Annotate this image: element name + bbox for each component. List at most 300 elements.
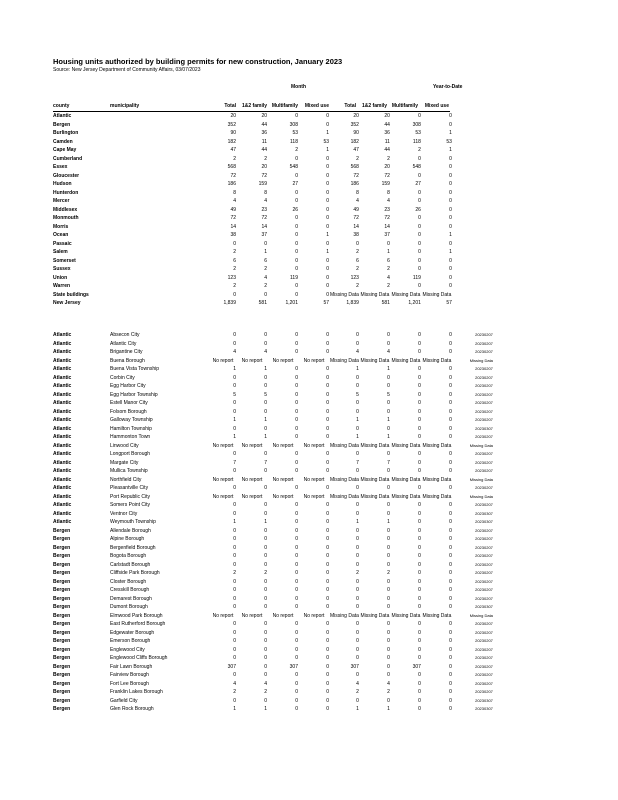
value-cell: Missing Data (422, 493, 452, 500)
value-cell: 0 (326, 283, 329, 289)
value-cell: 0 (326, 561, 329, 568)
value-cell: 0 (233, 587, 236, 593)
value-cell: 0 (418, 570, 421, 576)
col-header-month-multifamily: Multifamily (268, 102, 299, 111)
value-cell: 0 (356, 408, 359, 415)
value-cell: 72 (261, 215, 267, 221)
county-summary-row (53, 138, 493, 147)
municipality-cell: Pleasantville City (110, 485, 149, 491)
value-cell: 0 (449, 604, 452, 610)
empty-cell (453, 282, 493, 291)
municipality-row (53, 629, 493, 638)
municipality-cell: Hammonton Town (110, 434, 151, 440)
county-cell: Bergen (53, 621, 71, 627)
empty-cell (453, 231, 493, 240)
municipality-cell: Fair Lawn Borough (110, 663, 153, 670)
county-cell: Hunterdon (53, 189, 79, 196)
county-summary-row (53, 189, 493, 198)
value-cell: Missing Data (360, 476, 390, 483)
value-cell: Missing Data (360, 493, 390, 500)
municipality-row (53, 569, 493, 578)
county-summary-row (53, 282, 493, 291)
value-cell: 0 (449, 257, 452, 264)
value-cell: 2 (264, 570, 267, 576)
value-cell: 0 (449, 223, 452, 230)
report-date-cell: 20230207 (475, 485, 493, 490)
value-cell: 0 (449, 519, 452, 525)
value-cell: 0 (264, 578, 267, 585)
county-cell: Bergen (53, 595, 71, 602)
municipality-row (53, 705, 493, 714)
value-cell: 5 (387, 391, 390, 398)
value-cell: Missing Data (422, 357, 452, 364)
municipality-row (53, 493, 493, 502)
value-cell: 0 (326, 689, 329, 695)
value-cell: 0 (387, 468, 390, 474)
county-cell: Morris (53, 223, 69, 230)
value-cell: 0 (387, 629, 390, 636)
value-cell: 0 (233, 536, 236, 542)
empty-cell (453, 112, 493, 121)
value-cell: Missing Data (422, 291, 452, 298)
value-cell: 0 (356, 578, 359, 585)
value-cell: 0 (387, 536, 390, 542)
value-cell: 6 (233, 257, 236, 264)
value-cell: 20 (353, 113, 359, 119)
value-cell: 1 (264, 519, 267, 525)
value-cell: 0 (418, 553, 421, 559)
value-cell: 307 (350, 663, 359, 670)
report-date-cell: 20230207 (475, 340, 493, 346)
value-cell: 0 (295, 587, 298, 593)
value-cell: 2 (233, 155, 236, 162)
value-cell: 0 (418, 240, 421, 247)
value-cell: 0 (326, 198, 329, 204)
value-cell: 0 (233, 291, 236, 298)
value-cell: 0 (233, 502, 236, 508)
value-cell: 72 (353, 215, 359, 221)
value-cell: 0 (449, 434, 452, 440)
value-cell: 0 (418, 519, 421, 525)
value-cell: 0 (295, 697, 298, 704)
value-cell: 0 (233, 595, 236, 602)
value-cell: 159 (381, 181, 390, 187)
value-cell: 7 (387, 459, 390, 466)
county-cell: Bergen (53, 587, 71, 593)
value-cell: 0 (387, 408, 390, 415)
value-cell: 0 (418, 417, 421, 423)
value-cell: 0 (418, 408, 421, 415)
value-cell: 0 (326, 164, 329, 170)
empty-cell (453, 299, 493, 308)
value-cell: 0 (326, 172, 329, 179)
municipality-cell: Egg Harbor Township (110, 391, 158, 398)
col-header-month-total: Total (210, 102, 237, 111)
value-cell: 0 (295, 680, 298, 687)
municipality-cell: Demarest Borough (110, 595, 152, 602)
value-cell: 0 (387, 595, 390, 602)
municipality-cell: Corbin City (110, 374, 135, 381)
value-cell: 0 (449, 391, 452, 398)
county-cell: Bergen (53, 663, 71, 670)
county-cell: Atlantic (53, 468, 72, 474)
value-cell: 0 (449, 459, 452, 466)
value-cell: 0 (233, 553, 236, 559)
report-date-cell: 20230207 (475, 391, 493, 397)
value-cell: 0 (295, 502, 298, 508)
value-cell: 0 (418, 400, 421, 406)
value-cell: 1,839 (223, 300, 236, 306)
county-summary-row (53, 274, 493, 283)
value-cell: 4 (264, 274, 267, 281)
county-cell: Ocean (53, 232, 69, 238)
municipality-cell: Linwood City (110, 442, 139, 449)
value-cell: Missing Data (391, 493, 421, 500)
empty-cell (453, 189, 493, 198)
value-cell: 0 (418, 587, 421, 593)
value-cell: 0 (264, 510, 267, 517)
value-cell: 0 (326, 621, 329, 627)
value-cell: 0 (295, 391, 298, 398)
value-cell: 0 (326, 434, 329, 440)
county-cell: Passaic (53, 240, 72, 247)
county-cell: Atlantic (53, 349, 72, 355)
municipality-cell (110, 282, 210, 291)
municipality-row (53, 646, 493, 655)
report-date-cell: 20230307 (475, 425, 493, 431)
value-cell: 0 (356, 374, 359, 381)
empty-cell (453, 248, 493, 257)
report-date-cell: 20230207 (475, 553, 493, 558)
value-cell: 0 (295, 638, 298, 644)
value-cell: 4 (233, 349, 236, 355)
value-cell: 2 (418, 147, 421, 153)
value-cell: 0 (418, 283, 421, 289)
municipality-table (53, 331, 493, 714)
value-cell: 0 (326, 536, 329, 542)
value-cell: 0 (295, 672, 298, 678)
col-header-spacer (450, 102, 490, 111)
value-cell: 0 (326, 502, 329, 508)
municipality-cell: Hamilton Township (110, 425, 152, 432)
county-summary-row (53, 231, 493, 240)
value-cell: 581 (381, 300, 390, 306)
value-cell: Missing Data (330, 357, 359, 364)
value-cell: 1 (326, 147, 329, 153)
value-cell: 0 (449, 646, 452, 653)
value-cell: 0 (295, 578, 298, 585)
value-cell: 4 (387, 274, 390, 281)
value-cell: 0 (326, 257, 329, 264)
value-cell: 0 (418, 502, 421, 508)
value-cell: 0 (418, 689, 421, 695)
value-cell: 0 (264, 672, 267, 678)
value-cell: 5 (233, 391, 236, 398)
value-cell: 0 (295, 519, 298, 525)
value-cell: 0 (449, 383, 452, 389)
county-cell: Somerset (53, 257, 76, 264)
county-cell: Atlantic (53, 417, 72, 423)
value-cell: 1 (356, 519, 359, 525)
value-cell: 49 (230, 206, 236, 213)
report-date-cell: 20230307 (475, 604, 493, 609)
municipality-cell: Carlstadt Borough (110, 561, 151, 568)
value-cell: 0 (418, 189, 421, 196)
value-cell: 0 (387, 672, 390, 678)
value-cell: 38 (353, 232, 359, 238)
value-cell: 0 (264, 240, 267, 247)
report-date-cell: 20230207 (475, 366, 493, 371)
value-cell: 0 (387, 332, 390, 338)
municipality-cell (110, 163, 210, 172)
value-cell: 0 (449, 408, 452, 415)
value-cell: 0 (418, 578, 421, 585)
value-cell: 0 (418, 340, 421, 347)
value-cell: 0 (326, 527, 329, 534)
value-cell: 0 (418, 621, 421, 627)
report-date-cell: 20230207 (475, 578, 493, 584)
value-cell: 37 (384, 232, 390, 238)
value-cell: 44 (384, 147, 390, 153)
value-cell: 0 (326, 155, 329, 162)
municipality-row (53, 348, 493, 357)
municipality-row (53, 586, 493, 595)
column-header-table (53, 102, 490, 112)
value-cell: 1 (233, 434, 236, 440)
municipality-row (53, 501, 493, 510)
col-header-county: county (53, 102, 110, 111)
empty-cell (453, 257, 493, 266)
value-cell: 0 (264, 697, 267, 704)
value-cell: 0 (356, 638, 359, 644)
value-cell: 0 (233, 383, 236, 389)
col-header-municipality: municipality (110, 102, 210, 111)
value-cell: 568 (227, 164, 236, 170)
empty-cell (453, 180, 493, 189)
municipality-cell (110, 112, 210, 121)
value-cell: 1 (387, 417, 390, 423)
municipality-cell (110, 206, 210, 215)
value-cell: 0 (264, 527, 267, 534)
municipality-row (53, 603, 493, 612)
county-summary-row (53, 206, 493, 215)
value-cell: 44 (261, 147, 267, 153)
county-cell: Atlantic (53, 425, 72, 432)
municipality-cell: Egg Harbor City (110, 383, 146, 389)
value-cell: 0 (418, 536, 421, 542)
municipality-row (53, 535, 493, 544)
value-cell: 5 (264, 391, 267, 398)
value-cell: 20 (384, 164, 390, 170)
value-cell: Missing Data (391, 612, 421, 619)
county-summary-row (53, 240, 493, 249)
value-cell: 0 (418, 223, 421, 230)
value-cell: 14 (230, 223, 236, 230)
empty-cell (453, 155, 493, 164)
value-cell: 0 (449, 621, 452, 627)
report-date-cell: 20230207 (475, 655, 493, 660)
value-cell: 118 (290, 138, 298, 145)
value-cell: 0 (449, 400, 452, 406)
value-cell: 1 (233, 706, 236, 712)
value-cell: 0 (326, 468, 329, 474)
county-cell: Atlantic (53, 400, 72, 406)
value-cell: 0 (326, 570, 329, 576)
report-date-cell: 20230207 (475, 638, 493, 643)
value-cell: 2 (387, 155, 390, 162)
empty-cell (453, 121, 493, 130)
municipality-cell: Ventnor City (110, 510, 138, 517)
value-cell: 1 (449, 147, 452, 153)
value-cell: 0 (449, 283, 452, 289)
value-cell: 0 (233, 510, 236, 517)
value-cell: 0 (449, 206, 452, 213)
value-cell: 0 (233, 451, 236, 457)
value-cell: 0 (418, 459, 421, 466)
municipality-cell: Brigantine City (110, 349, 143, 355)
value-cell: 0 (326, 121, 329, 128)
report-date-cell: 20230207 (475, 680, 493, 686)
value-cell: 2 (264, 266, 267, 272)
municipality-cell (110, 155, 210, 164)
value-cell: 2 (233, 570, 236, 576)
value-cell: 0 (295, 366, 298, 372)
value-cell: 0 (295, 485, 298, 491)
value-cell: 0 (449, 215, 452, 221)
report-date-cell: 20230207 (475, 570, 493, 575)
value-cell: 123 (227, 274, 236, 281)
municipality-cell: Dumont Borough (110, 604, 148, 610)
value-cell: 1 (233, 519, 236, 525)
value-cell: 14 (353, 223, 359, 230)
county-summary-row (53, 299, 493, 308)
value-cell: 2 (356, 266, 359, 272)
value-cell: 0 (356, 553, 359, 559)
value-cell: 20 (384, 113, 390, 119)
value-cell: 0 (387, 663, 390, 670)
value-cell: 72 (353, 172, 359, 179)
value-cell: 0 (326, 519, 329, 525)
value-cell: 2 (264, 689, 267, 695)
municipality-row (53, 416, 493, 425)
county-cell: Atlantic (53, 357, 72, 364)
county-cell: Bergen (53, 612, 71, 619)
column-header-row (53, 102, 490, 111)
value-cell: 0 (449, 332, 452, 338)
value-cell: 0 (356, 646, 359, 653)
value-cell: 0 (326, 646, 329, 653)
value-cell: No report (241, 357, 263, 364)
county-cell: Mercer (53, 198, 70, 204)
county-cell: Bergen (53, 655, 71, 661)
municipality-cell: Absecon City (110, 332, 140, 338)
value-cell: 0 (326, 206, 329, 213)
municipality-cell: Edgewater Borough (110, 629, 155, 636)
value-cell: 11 (261, 138, 267, 145)
municipality-cell (110, 299, 210, 308)
value-cell: 0 (326, 189, 329, 196)
value-cell: 0 (295, 232, 298, 238)
value-cell: 1 (449, 232, 452, 238)
value-cell: 159 (258, 181, 267, 187)
value-cell: 0 (326, 629, 329, 636)
report-date-cell: 20230207 (475, 527, 493, 533)
value-cell: 7 (356, 459, 359, 466)
value-cell: 0 (295, 223, 298, 230)
county-cell: New Jersey (53, 300, 81, 306)
value-cell: 548 (412, 164, 421, 170)
value-cell: 0 (326, 274, 329, 281)
value-cell: 0 (449, 680, 452, 687)
county-cell: Atlantic (53, 502, 72, 508)
value-cell: 2 (387, 266, 390, 272)
value-cell: 119 (290, 274, 298, 281)
value-cell: 0 (233, 340, 236, 347)
value-cell: 0 (295, 451, 298, 457)
value-cell: 0 (449, 536, 452, 542)
county-cell: Bergen (53, 570, 71, 576)
report-date-cell: 20230207 (475, 349, 493, 354)
value-cell: 1 (264, 249, 267, 255)
value-cell: 20 (261, 113, 267, 119)
county-cell: Bergen (53, 697, 71, 704)
county-summary-row (53, 257, 493, 266)
value-cell: 0 (356, 527, 359, 534)
value-cell: 0 (418, 349, 421, 355)
value-cell: 0 (387, 502, 390, 508)
municipality-row (53, 527, 493, 536)
municipality-row (53, 340, 493, 349)
municipality-row (53, 450, 493, 459)
value-cell: 0 (356, 536, 359, 542)
value-cell: 0 (233, 629, 236, 636)
municipality-row (53, 612, 493, 621)
value-cell: 0 (387, 400, 390, 406)
value-cell: 0 (295, 604, 298, 610)
county-cell: Bergen (53, 629, 71, 636)
empty-cell (453, 291, 493, 300)
municipality-row (53, 595, 493, 604)
value-cell: 0 (418, 646, 421, 653)
county-cell: Bergen (53, 536, 71, 542)
county-cell: Cumberland (53, 155, 83, 162)
municipality-cell: Bergenfield Borough (110, 544, 156, 551)
value-cell: 0 (326, 604, 329, 610)
municipality-cell (110, 172, 210, 181)
value-cell: 1 (387, 434, 390, 440)
value-cell: 1 (449, 249, 452, 255)
value-cell: 1 (387, 249, 390, 255)
county-summary-row (53, 155, 493, 164)
value-cell: 0 (356, 629, 359, 636)
value-cell: 1 (326, 232, 329, 238)
county-cell: Union (53, 274, 68, 281)
value-cell: Missing Data (360, 291, 390, 298)
county-summary-row (53, 223, 493, 232)
value-cell: 0 (449, 544, 452, 551)
value-cell: Missing Data (391, 442, 421, 449)
value-cell: 0 (356, 595, 359, 602)
value-cell: 90 (230, 130, 236, 136)
value-cell: Missing Data (360, 442, 390, 449)
value-cell: 2 (356, 155, 359, 162)
county-cell: Atlantic (53, 340, 72, 347)
col-header-ytd-mixed-use: Mixed use (419, 102, 450, 111)
value-cell: No report (212, 476, 234, 483)
value-cell: 307 (289, 663, 298, 670)
value-cell: 0 (356, 621, 359, 627)
value-cell: 0 (295, 434, 298, 440)
